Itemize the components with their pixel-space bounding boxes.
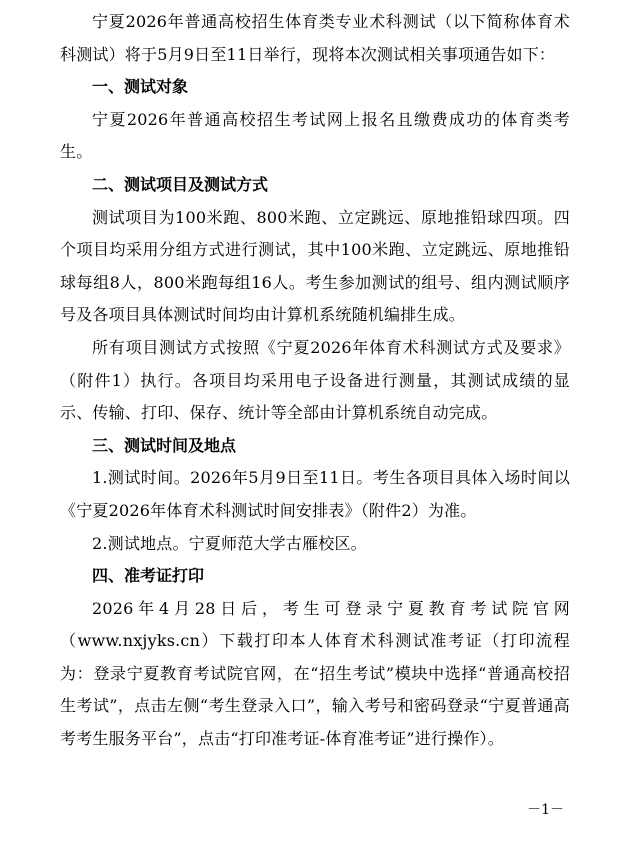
- document-body: [60, 6, 570, 756]
- section-heading-3: 三、测试时间及地点: [92, 435, 237, 455]
- section-heading-2: 二、测试项目及测试方式: [92, 174, 269, 194]
- section-2-paragraph-1: 测试项目为100米跑、800米跑、立定跳远、原地推铅球四项。四个项目均采用分组方式进行测试，其中100米跑、立定跳远、原地推铅球每组8人，800米跑每组16人。考生参加测试的组号、组内测试顺序号及各项目具体测试时间均由计算机系统随机编排生成。: [60, 207, 570, 325]
- intro-paragraph: 宁夏2026年普通高校招生体育类专业术科测试（以下简称体育术科测试）将于5月9日至11日举行，现将本次测试相关事项通告如下：: [60, 12, 570, 64]
- section-heading-4: 四、准考证打印: [92, 566, 205, 586]
- section-3-paragraph-2: 2.测试地点。宁夏师范大学古雁校区。: [92, 533, 367, 553]
- page-number: －1－: [527, 802, 564, 818]
- section-4-paragraph-1: 2026年4月28日后，考生可登录宁夏教育考试院官网（www.nxjyks.cn）下载打印本人体育术科测试准考证（打印流程为：登录宁夏教育考试院官网，在“招生考试”模块中选择“普通高校招生考试”，点击左侧“考生登录入口”，输入考号和密码登录“宁夏普通高考考生服务平台”，点击“打印准考证-体育准考证”进行操作）。: [60, 598, 570, 749]
- section-3-paragraph-1: 1.测试时间。2026年5月9日至11日。考生各项目具体入场时间以《宁夏2026年体育术科测试时间安排表》（附件2）为准。: [60, 468, 570, 520]
- section-1-paragraph-1: 宁夏2026年普通高校招生考试网上报名且缴费成功的体育类考生。: [60, 109, 570, 162]
- section-heading-1: 一、测试对象: [92, 77, 189, 97]
- section-2-paragraph-2: 所有项目测试方式按照《宁夏2026年体育术科测试方式及要求》（附件1）执行。各项目均采用电子设备进行测量，其测试成绩的显示、传输、打印、保存、统计等全部由计算机系统自动完成。: [60, 337, 570, 423]
